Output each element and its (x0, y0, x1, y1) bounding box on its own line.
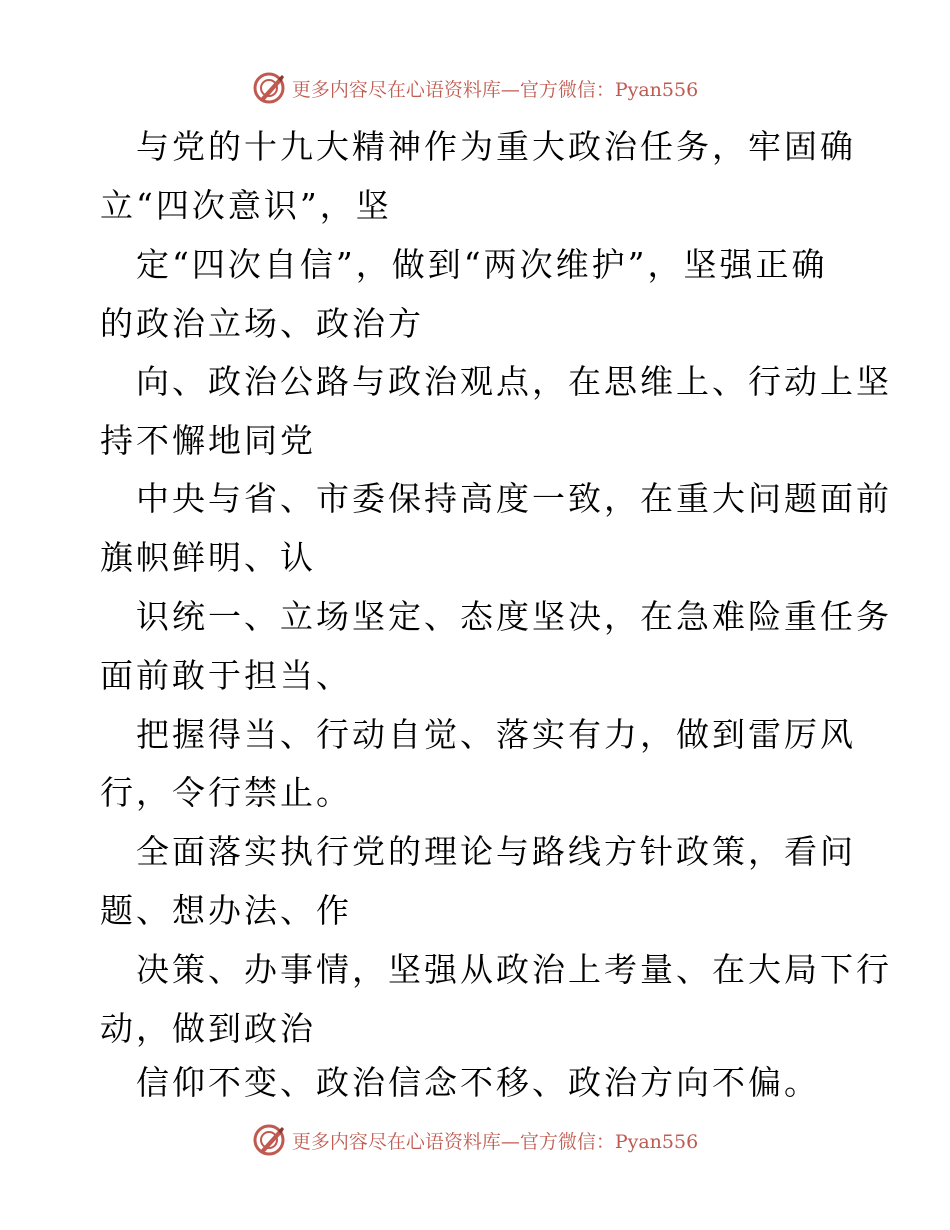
watermark-text: 更多内容尽在心语资料库—官方微信：Pyan556 (291, 78, 699, 101)
text-line: 向、政治公路与政治观点，在思维上、行动上坚 (136, 362, 892, 401)
text-line: 动，做到政治 (100, 1009, 316, 1048)
text-line: 面前敢于担当、 (100, 656, 352, 695)
text-line: 旗帜鲜明、认 (100, 538, 316, 577)
footer-watermark (0, 1120, 950, 1160)
header-watermark (0, 68, 950, 108)
text-line: 中央与省、市委保持高度一致，在重大问题面前 (136, 479, 892, 518)
pen-logo-icon (252, 1123, 286, 1157)
pen-logo-icon (252, 71, 286, 105)
text-line: 定“四次自信”，做到“两次维护”，坚强正确 (136, 245, 828, 284)
text-line: 决策、办事情，坚强从政治上考量、在大局下行 (136, 950, 892, 989)
text-line: 的政治立场、政治方 (100, 304, 424, 343)
text-line: 与党的十九大精神作为重大政治任务，牢固确 (136, 127, 856, 166)
text-line: 把握得当、行动自觉、落实有力，做到雷厉风 (136, 715, 856, 754)
text-line: 信仰不变、政治信念不移、政治方向不偏。 (136, 1063, 820, 1102)
text-line: 行，令行禁止。 (100, 773, 352, 812)
watermark-text: 更多内容尽在心语资料库—官方微信：Pyan556 (291, 1130, 699, 1153)
text-line: 识统一、立场坚定、态度坚决，在急难险重任务 (136, 597, 892, 636)
text-line: 全面落实执行党的理论与路线方针政策，看问 (136, 832, 856, 871)
text-line: 持不懈地同党 (100, 421, 316, 460)
text-line: 题、想办法、作 (100, 891, 352, 930)
text-line: 立“四次意识”，坚 (100, 186, 392, 225)
